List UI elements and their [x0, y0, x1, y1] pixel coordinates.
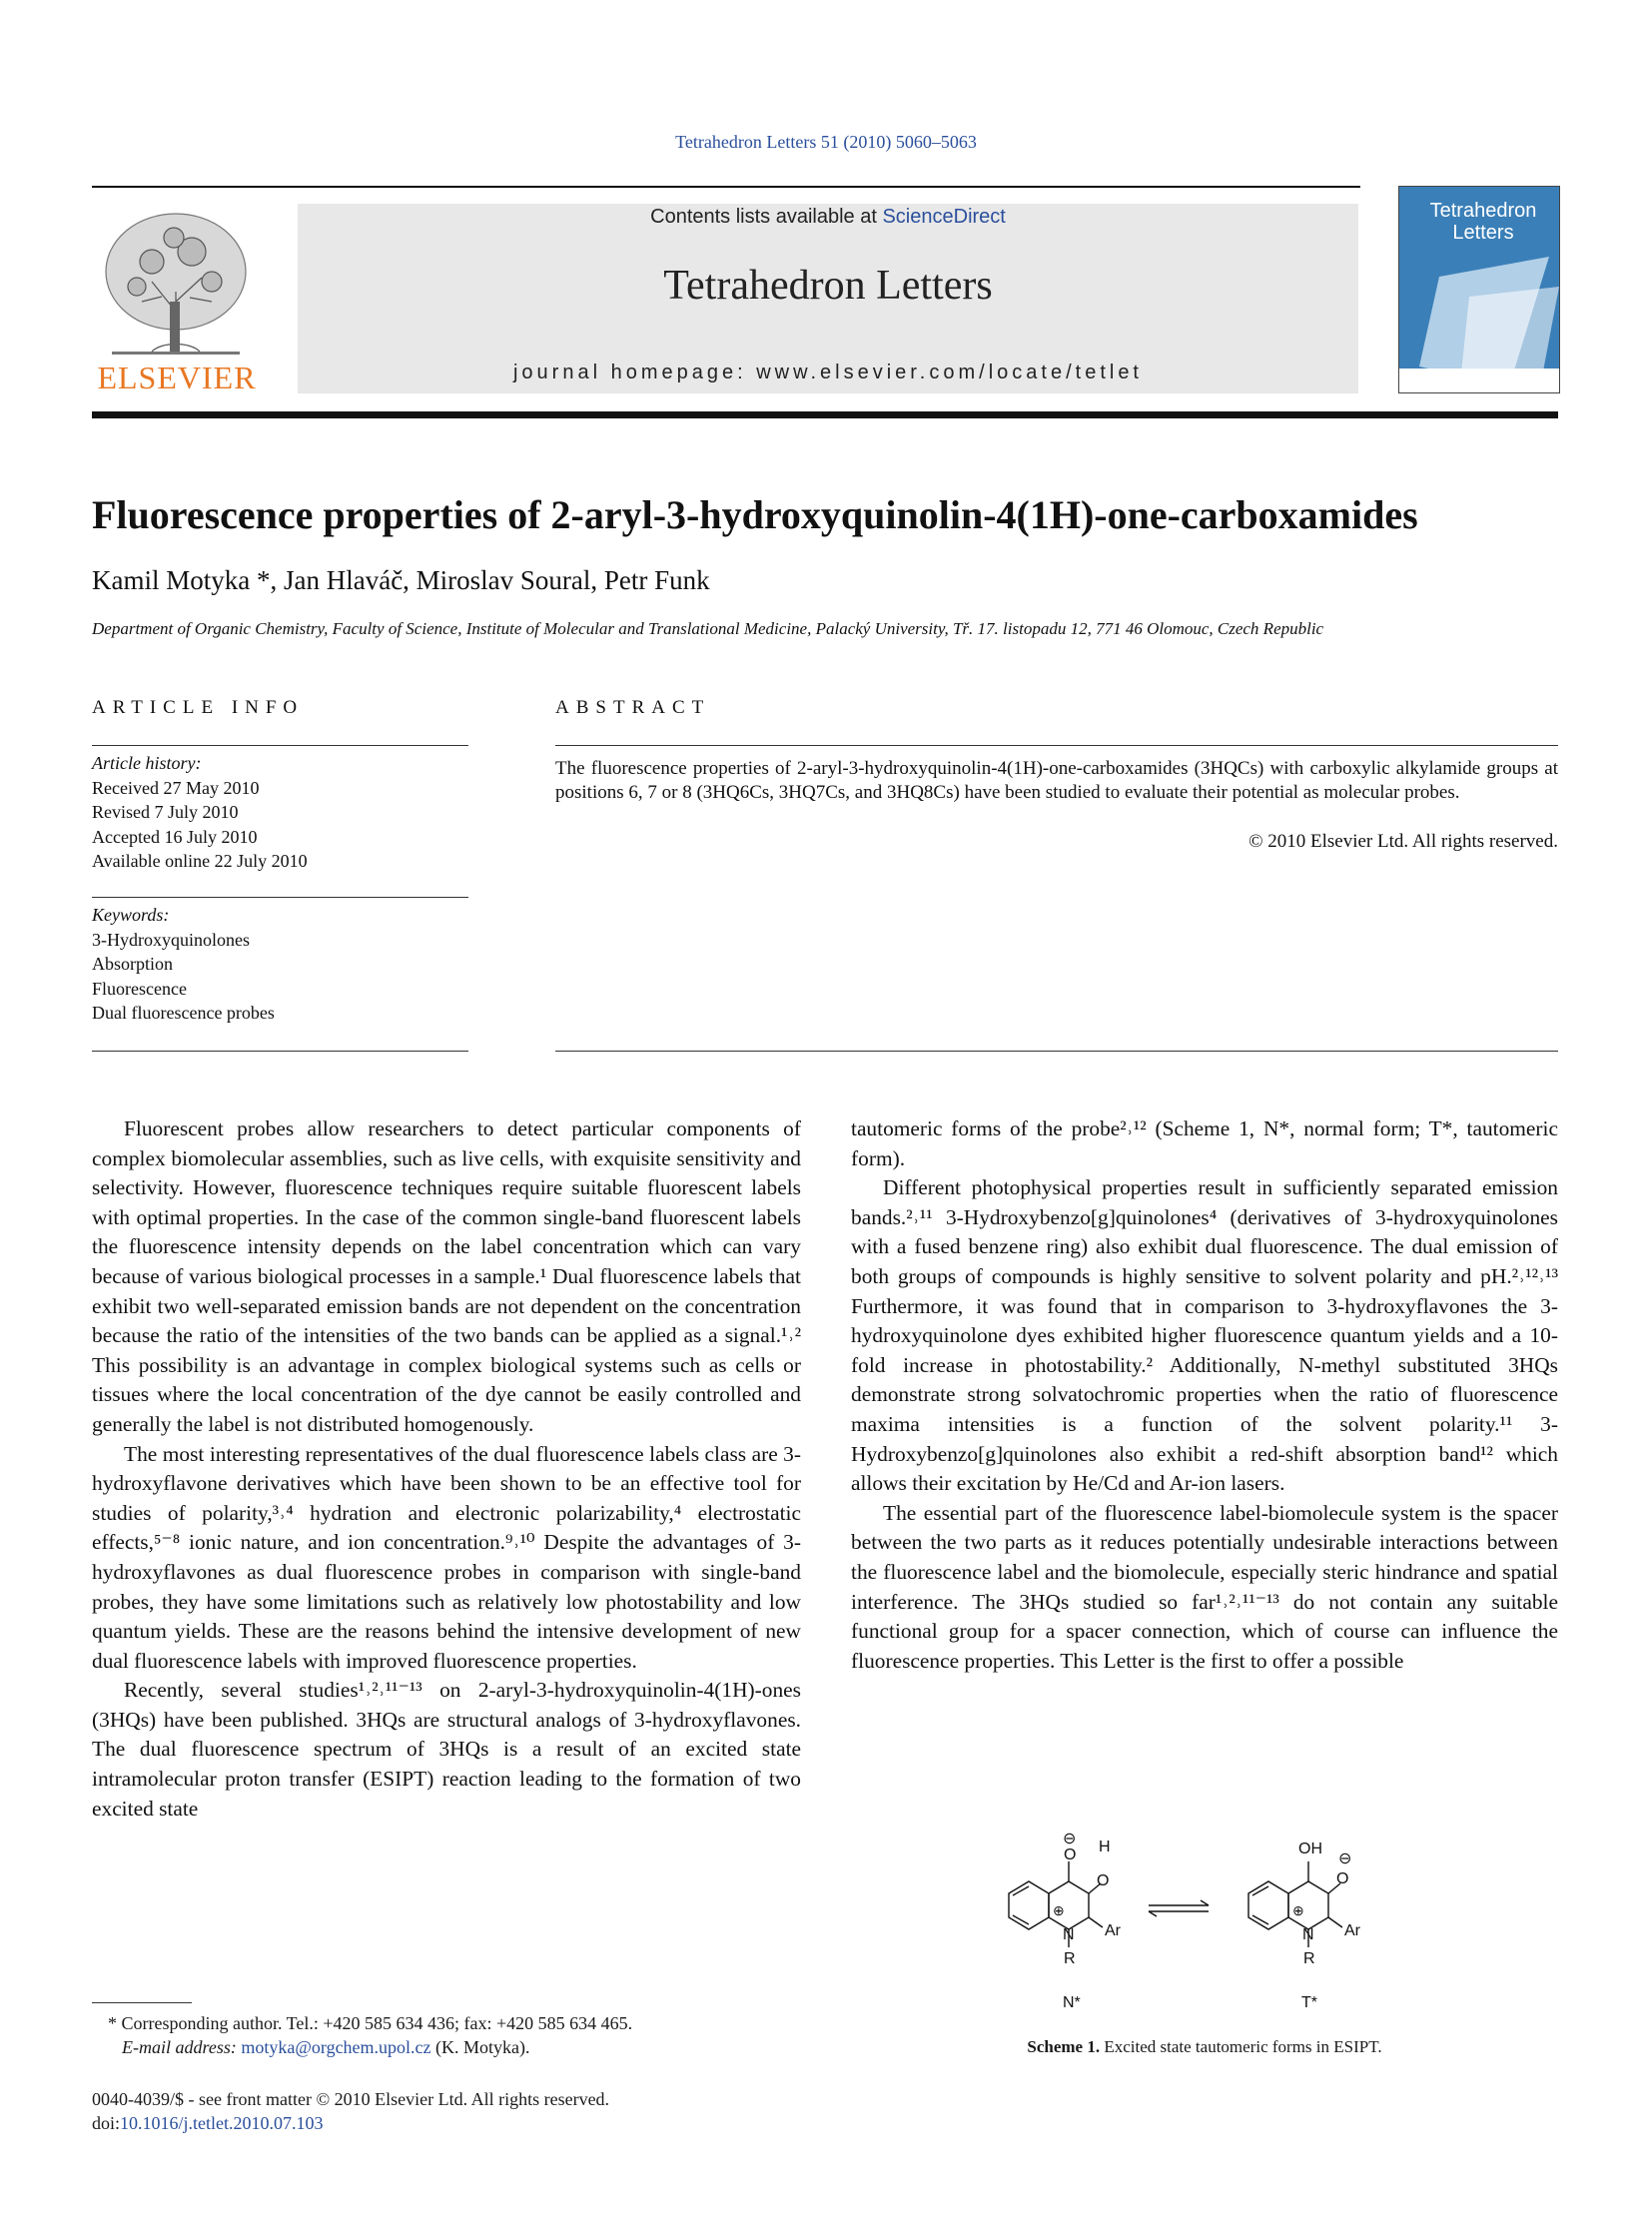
- keyword: 3-Hydroxyquinolones: [92, 929, 250, 950]
- body-paragraph: Fluorescent probes allow researchers to detect particular components of complex biomolecular assemblies, such as live cells, with exquisite sensitivity and selectivity. However, fluorescence techniques require suitable fluorescent labels with optimal properties. In the case of the common single-band fluorescent labels the fluorescence intensity depends on the label concentration which can vary because of various biological processes in a sample.¹ Dual fluorescence labels that exhibit two well-separated emission bands are not dependent on the concentration because the ratio of the intensities of the two bands can be applied as a signal.¹˒² This possibility is an advantage in complex biological systems such as cells or tissues where the local concentration of the dye cannot be easily controlled and generally the label is not distributed homogenously.: [92, 1116, 801, 1436]
- email-suffix: (K. Motyka).: [430, 2037, 530, 2057]
- author-affiliation: Department of Organic Chemistry, Faculty of Science, Institute of Molecular and Translational Medicine, Palacký University, Tř. 17. listopadu 12, 771 46 Olomouc, Czech Republic: [92, 619, 1324, 638]
- atom-ar: Ar: [1344, 1922, 1360, 1939]
- email-link[interactable]: motyka@orgchem.upol.cz: [241, 2037, 431, 2057]
- email-line: [108, 2035, 632, 2059]
- elsevier-wordmark[interactable]: ELSEVIER: [97, 360, 257, 395]
- divider: [555, 1051, 1558, 1052]
- keyword: Dual fluorescence probes: [92, 1003, 275, 1023]
- abstract-heading: ABSTRACT: [555, 697, 711, 718]
- body-paragraph: tautomeric forms of the probe²˒¹² (Scheme 1, N*, normal form; T*, tautomeric form).: [851, 1116, 1558, 1170]
- article-title: Fluorescence properties of 2-aryl-3-hydroxyquinolin-4(1H)-one-carboxamides: [92, 492, 1418, 537]
- atom-oh: OH: [1298, 1841, 1322, 1857]
- atom-o-minus: ⊖: [1338, 1850, 1352, 1867]
- history-item: Available online 22 July 2010: [92, 851, 308, 871]
- atom-o: O: [1064, 1846, 1077, 1863]
- front-matter: [92, 2087, 609, 2135]
- email-label: E-mail address:: [122, 2037, 242, 2057]
- label-tautomeric-form: T*: [1301, 1994, 1317, 2011]
- history-item: Accepted 16 July 2010: [92, 826, 258, 847]
- atom-r: R: [1303, 1950, 1315, 1967]
- atom-o: O: [1336, 1870, 1349, 1887]
- contents-prefix: Contents lists available at: [650, 206, 883, 228]
- doi-line: [92, 2111, 609, 2135]
- body-paragraph: Recently, several studies¹˒²˒¹¹⁻¹³ on 2-aryl-3-hydroxyquinolin-4(1H)-ones (3HQs) have been published. 3HQs are structural analogs of 3-hydroxyflavones. The dual fluorescence spectrum of 3HQs is a result of an excited state intramolecular proton transfer (ESIPT) reaction leading to the formation of two excited state: [92, 1678, 801, 1821]
- doi-link[interactable]: 10.1016/j.tetlet.2010.07.103: [120, 2113, 324, 2133]
- history-label: Article history:: [92, 753, 202, 773]
- scheme-caption: [851, 2037, 1558, 2057]
- cover-title: [1408, 200, 1558, 244]
- divider: [92, 745, 468, 746]
- journal-homepage[interactable]: journal homepage: www.elsevier.com/locate/tetlet: [512, 362, 1143, 383]
- keyword: Absorption: [92, 954, 173, 974]
- atom-ar: Ar: [1105, 1922, 1121, 1939]
- sciencedirect-link[interactable]: ScienceDirect: [882, 206, 1006, 228]
- footnote-rule: [92, 2002, 192, 2003]
- cover-title-line-1: Tetrahedron: [1429, 200, 1537, 222]
- corresponding-author-contact: * Corresponding author. Tel.: +420 585 634 436; fax: +420 585 634 465.: [108, 2013, 633, 2033]
- scheme-1-figure: [989, 1824, 1448, 2013]
- header-rule: [92, 186, 1360, 188]
- divider: [92, 1051, 468, 1052]
- label-normal-form: N*: [1063, 1994, 1081, 2011]
- journal-citation[interactable]: Tetrahedron Letters 51 (2010) 5060–5063: [675, 132, 977, 152]
- contents-line: [298, 206, 1358, 229]
- corresponding-author-footnote: [108, 2011, 632, 2059]
- keywords-label: Keywords:: [92, 905, 170, 925]
- header-thick-rule: [92, 411, 1558, 418]
- body-paragraph: Different photophysical properties result in sufficiently separated emission bands.²˒¹¹ 3-Hydroxybenzo[g]quinolones⁴ (derivatives of 3-hydroxyquinolones with a fused benzene ring) also exhibit dual fluorescence. The dual emission of both groups of compounds is highly sensitive to solvent polarity and pH.²˒¹²˒¹³ Furthermore, it was found that in comparison to 3-hydroxyflavones the 3-hydroxyquinolone dyes exhibited higher fluorescence quantum yields and a 10-fold increase in photostability.² Additionally, N-methyl substituted 3HQs demonstrate strong solvatochromic properties when the ratio of fluorescence maxima intensities is a function of the solvent polarity.¹¹ 3-Hydroxybenzo[g]quinolones also exhibit a red-shift absorption band¹² which allows their excitation by He/Cd and Ar-ion lasers.: [851, 1175, 1558, 1496]
- author-list: Kamil Motyka *, Jan Hlaváč, Miroslav Soural, Petr Funk: [92, 565, 710, 595]
- journal-name: Tetrahedron Letters: [663, 263, 993, 309]
- charge-plus: ⊕: [1053, 1902, 1065, 1918]
- article-info-heading: ARTICLE INFO: [92, 697, 305, 718]
- body-paragraph: The essential part of the fluorescence label-biomolecule system is the spacer between the two parts as it reduces potentially undesirable interactions between the fluorescence label and the biomolecule, especially steric hindrance and spatial interference. The 3HQs studied so far¹˒²˒¹¹⁻¹³ do not contain any suitable functional group for a spacer connection, which of course can influence the fluorescence properties. This Letter is the first to offer a possible: [851, 1500, 1558, 1673]
- history-item: Revised 7 July 2010: [92, 802, 239, 822]
- abstract-text: The fluorescence properties of 2-aryl-3-hydroxyquinolin-4(1H)-one-carboxamides (3HQCs) with carboxylic alkylamide groups at positions 6, 7 or 8 (3HQ6Cs, 3HQ7Cs, and 3HQ8Cs) have been studied to evaluate their potential as molecular probes.: [555, 758, 1558, 803]
- atom-n: N: [1302, 1926, 1314, 1943]
- copyright-notice: © 2010 Elsevier Ltd. All rights reserved.: [1248, 831, 1558, 852]
- cover-title-line-2: Letters: [1452, 222, 1514, 244]
- history-item: Received 27 May 2010: [92, 777, 260, 798]
- atom-n: N: [1063, 1926, 1075, 1943]
- equilibrium-arrow: [1149, 1900, 1209, 1916]
- keywords-block: [92, 903, 461, 1026]
- front-matter-notice: 0040-4039/$ - see front matter © 2010 Elsevier Ltd. All rights reserved.: [92, 2089, 610, 2109]
- scheme-caption-label: Scheme 1.: [1027, 2037, 1101, 2056]
- atom-h: H: [1099, 1839, 1111, 1855]
- body-paragraph: The most interesting representatives of the dual fluorescence labels class are 3-hydroxyflavone derivatives which have been shown to be an effective tool for studies of polarity,³˒⁴ hydration and electronic polarizability,⁴ electrostatic effects,⁵⁻⁸ ionic nature, and ion concentration.⁹˒¹⁰ Despite the advantages of 3-hydroxyflavones as dual fluorescence probes in comparison with single-band probes, they have some limitations such as relatively low photostability and low quantum yields. These are the reasons behind the intensive development of new dual fluorescence labels with improved fluorescence properties.: [92, 1441, 801, 1673]
- body-column-right: [851, 1114, 1558, 1676]
- keyword: Fluorescence: [92, 978, 187, 999]
- atom-o: O: [1097, 1872, 1110, 1889]
- doi-label: doi:: [92, 2113, 121, 2133]
- atom-o-minus: ⊖: [1063, 1831, 1077, 1847]
- scheme-caption-text: Excited state tautomeric forms in ESIPT.: [1100, 2037, 1382, 2056]
- article-history: [92, 751, 461, 874]
- divider: [92, 897, 468, 898]
- charge-plus: ⊕: [1292, 1902, 1304, 1918]
- body-column-left: [92, 1114, 801, 1824]
- atom-r: R: [1064, 1950, 1076, 1967]
